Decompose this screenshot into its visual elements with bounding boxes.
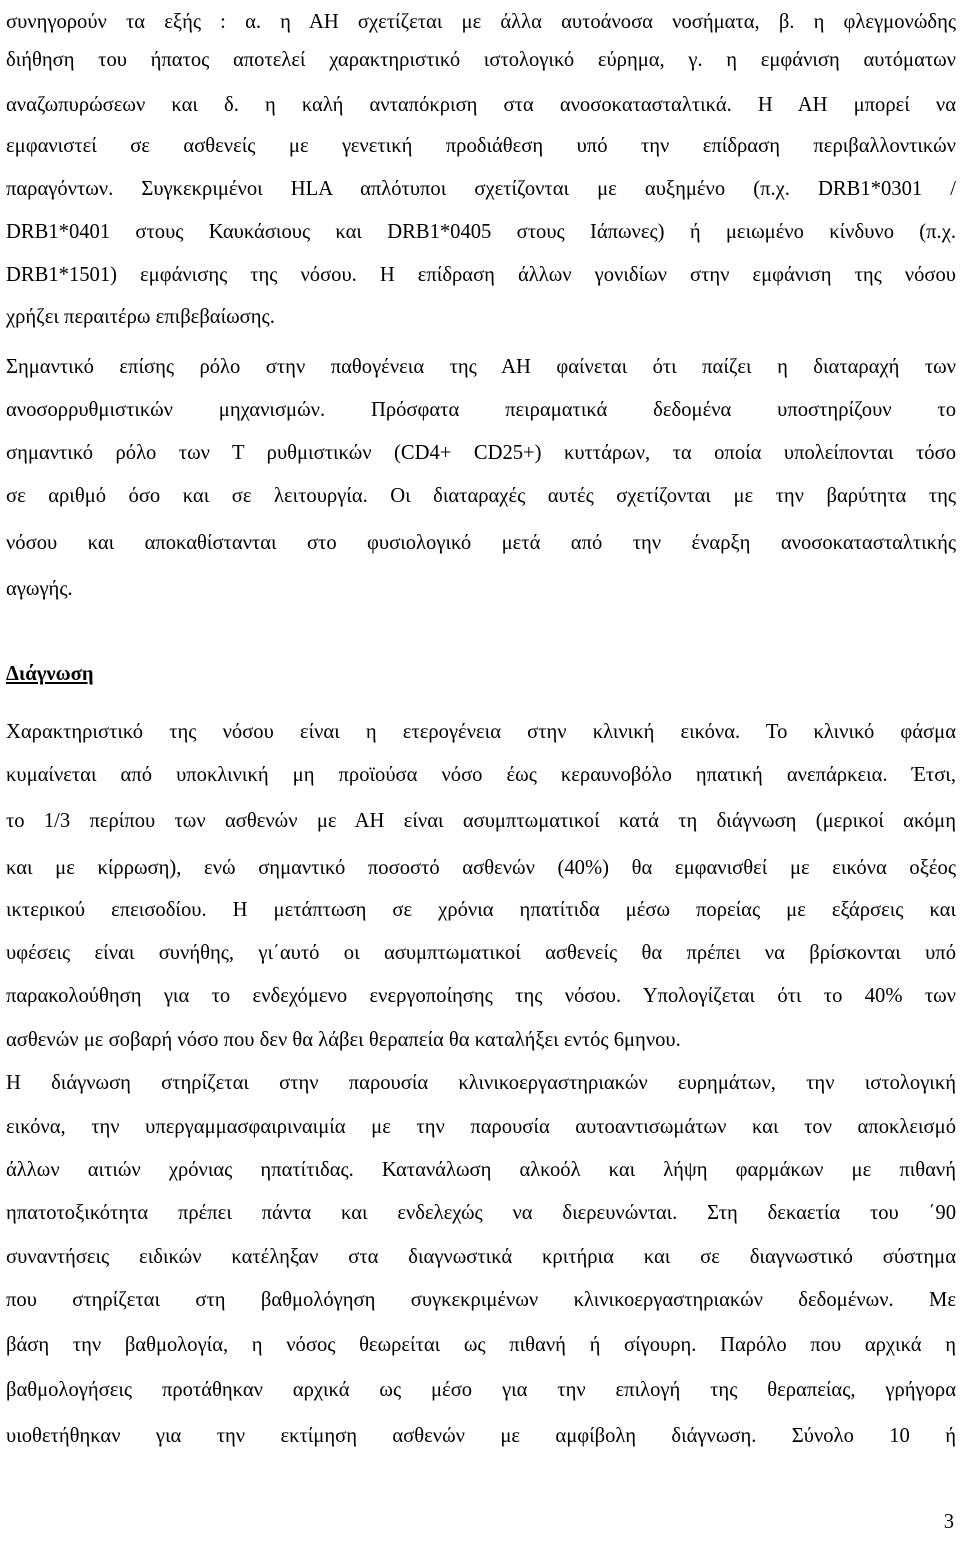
paragraph-1-line-7: DRB1*1501) εμφάνισης της νόσου. Η επίδραση άλλων γονιδίων στην εμφάνιση της νόσου [6,264,956,286]
section-heading: Διάγνωση [6,663,94,685]
paragraph-2-line-3: σημαντικό ρόλο των Τ ρυθμιστικών (CD4+ CD25+) κυττάρων, τα οποία υπολείπονται τόσο [6,442,956,464]
paragraph-1-line-1: συνηγορούν τα εξής : α. η ΑΗ σχετίζεται με άλλα αυτοάνοσα νοσήματα, β. η φλεγμονώδης [6,11,956,33]
paragraph-3-line-1: Χαρακτηριστικό της νόσου είναι η ετερογένεια στην κλινική εικόνα. Το κλινικό φάσμα [6,721,956,743]
page-number: 3 [943,1511,954,1533]
paragraph-4-line-8: βαθμολογήσεις προτάθηκαν αρχικά ως μέσο για την επιλογή της θεραπείας, γρήγορα [6,1379,956,1401]
paragraph-2-line-1: Σημαντικό επίσης ρόλο στην παθογένεια της ΑΗ φαίνεται ότι παίζει η διαταραχή των [6,356,956,378]
paragraph-4-line-9: υιοθετήθηκαν για την εκτίμηση ασθενών με αμφίβολη διάγνωση. Σύνολο 10 ή [6,1425,956,1447]
paragraph-3-line-6: υφέσεις είναι συνήθης, γι΄αυτό οι ασυμπτωματικοί ασθενείς θα πρέπει να βρίσκονται υπό [6,942,956,964]
paragraph-2-line-5: νόσου και αποκαθίστανται στο φυσιολογικό μετά από την έναρξη ανοσοκατασταλτικής [6,532,956,554]
paragraph-2-line-2: ανοσορρυθμιστικών μηχανισμών. Πρόσφατα πειραματικά δεδομένα υποστηρίζουν το [6,399,956,421]
paragraph-3-line-4: και με κίρρωση), ενώ σημαντικό ποσοστό ασθενών (40%) θα εμφανισθεί με εικόνα οξέος [6,857,956,879]
paragraph-4-line-6: που στηρίζεται στη βαθμολόγηση συγκεκριμένων κλινικοεργαστηριακών δεδομένων. Με [6,1289,956,1311]
paragraph-1-line-5: παραγόντων. Συγκεκριμένοι HLA απλότυποι σχετίζονται με αυξημένο (π.χ. DRB1*0301 / [6,178,956,200]
paragraph-3-line-8: ασθενών με σοβαρή νόσο που δεν θα λάβει θεραπεία θα καταλήξει εντός 6μηνου. [6,1029,681,1051]
paragraph-2-line-6: αγωγής. [6,578,73,600]
paragraph-1-line-2: διήθηση του ήπατος αποτελεί χαρακτηριστικό ιστολογικό εύρημα, γ. η εμφάνιση αυτόματων [6,49,956,71]
paragraph-3-line-3: το 1/3 περίπου των ασθενών με ΑΗ είναι ασυμπτωματικοί κατά τη διάγνωση (μερικοί ακόμη [6,810,956,832]
paragraph-4-line-3: άλλων αιτιών χρόνιας ηπατίτιδας. Κατανάλωση αλκοόλ και λήψη φαρμάκων με πιθανή [6,1159,956,1181]
paragraph-3-line-5: ικτερικού επεισοδίου. Η μετάπτωση σε χρόνια ηπατίτιδα μέσω πορείας με εξάρσεις και [6,899,956,921]
paragraph-4-line-2: εικόνα, την υπεργαμμασφαιριναιμία με την παρουσία αυτοαντισωμάτων και τον αποκλεισμό [6,1116,956,1138]
paragraph-1-line-8: χρήζει περαιτέρω επιβεβαίωσης. [6,306,275,328]
paragraph-1-line-4: εμφανιστεί σε ασθενείς με γενετική προδιάθεση υπό την επίδραση περιβαλλοντικών [6,135,956,157]
paragraph-1-line-3: αναζωπυρώσεων και δ. η καλή ανταπόκριση στα ανοσοκατασταλτικά. Η ΑΗ μπορεί να [6,94,956,116]
paragraph-2-line-4: σε αριθμό όσο και σε λειτουργία. Οι διαταραχές αυτές σχετίζονται με την βαρύτητα της [6,485,956,507]
paragraph-3-line-2: κυμαίνεται από υποκλινική μη προϊούσα νόσο έως κεραυνοβόλο ηπατική ανεπάρκεια. Έτσι, [6,764,956,786]
paragraph-4-line-1: Η διάγνωση στηρίζεται στην παρουσία κλινικοεργαστηριακών ευρημάτων, την ιστολογική [6,1072,956,1094]
paragraph-4-line-4: ηπατοτοξικότητα πρέπει πάντα και ενδελεχώς να διερευνώνται. Στη δεκαετία του ΄90 [6,1202,956,1224]
paragraph-3-line-7: παρακολούθηση για το ενδεχόμενο ενεργοποίησης της νόσου. Υπολογίζεται ότι το 40% των [6,985,956,1007]
paragraph-4-line-5: συναντήσεις ειδικών κατέληξαν στα διαγνωστικά κριτήρια και σε διαγνωστικό σύστημα [6,1246,956,1268]
paragraph-1-line-6: DRB1*0401 στους Καυκάσιους και DRB1*0405 στους Ιάπωνες) ή μειωμένο κίνδυνο (π.χ. [6,221,956,243]
paragraph-4-line-7: βάση την βαθμολογία, η νόσος θεωρείται ως πιθανή ή σίγουρη. Παρόλο που αρχικά η [6,1334,956,1356]
